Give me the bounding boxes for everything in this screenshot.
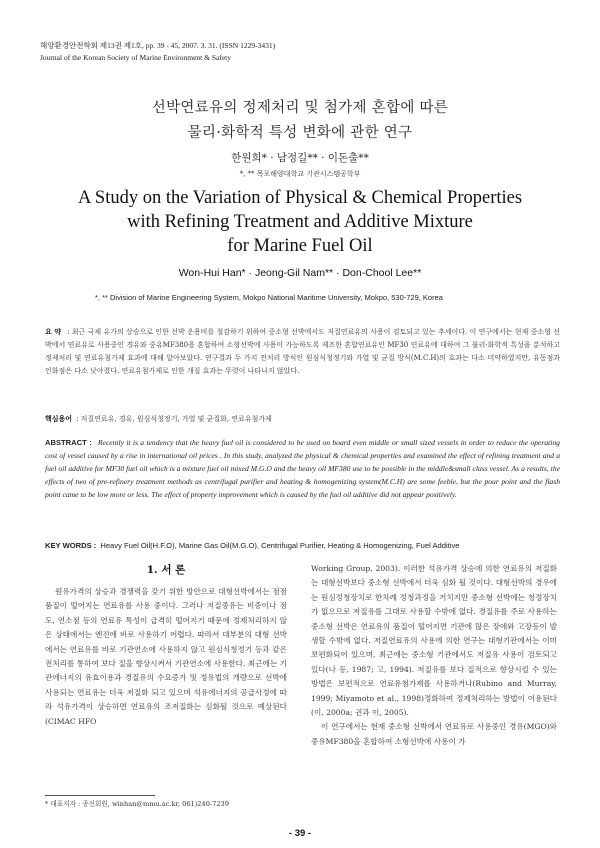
section-title: 1. 서 론 <box>146 564 186 576</box>
body-paragraph: Working Group, 2003). 이러한 석유가격 상승에 의한 연료유의 저질화는 대형선박보다 중소형 선박에서 더욱 심화 될 것이다. 대형선박의 경우에는 원심정청장치로 한차례 정청과정을 거치지만 중소형 선박에는 청정장치가 없으므로 저질유를 그대로 사용할 수밖에 없다. 경질유를 주로 사용하는 중소형 선박은 연료유의 품질이 떨어지면 기관에 많은 장애와 고장등이 발생할 수밖에 없다. 저질연료유의 사용에 의한 연구는 대형기관에서는 이미 보편화되어 있으며, 최근에는 중소형 기관에서도 저질유 사용이 검토되고 있다(나 등, 1987; 고, 1994). 저질유를 보다 질적으로 향상시킬 수 있는 방법은 보편적으로 연료유첨가제를 사용하거나(Rubino and Murray, 1999; Miyamoto et al., 1998)정화하여 정제처리하는 방법이 이용된다(이, 2000a; 권과 이, 2005). <box>311 564 557 718</box>
english-keywords-label: KEY WORDS : <box>45 541 97 550</box>
english-title-line2: with Refining Treatment and Additive Mixture <box>127 212 473 232</box>
korean-authors: 한원희* · 남정길** · 이돈출** <box>231 152 369 164</box>
journal-citation: 해양환경안전학회 제13권 제1호, pp. 39 - 45, 2007. 3. 31. (ISSN 1229-3431) <box>40 41 276 50</box>
korean-title-line2: 물리·화학적 특성 변화에 관한 연구 <box>187 125 413 141</box>
korean-abstract-text: : 최근 국제 유가의 상승으로 인한 선박 운용비를 절감하기 위하여 중소형 선박에서도 저질연료유의 사용이 검토되고 있는 추세이다. 이 연구에서는 현재 중소형 선박에서 연료유로 사용중인 경유와 중유MF380을 혼합하여 소형선박에 사용이 가능하도록 제조한 혼합연료유인 MF30 연료유에 대하여 그 물리·화학적 특성을 분석하고 정제처리 및 연료유첨가제 효과에 대해 알아보았다. 연구결과 두 가지 전처리 방식인 원심식청정기와 가열 및 균질 방식(M.C.H)의 효과는 다소 미약하였지만, 유동점과 인화점은 다소 낮아졌다. 연료유첨가제로 인한 개질 효과는 뚜렷이 나타나지 않았다. <box>45 328 560 375</box>
english-keywords <box>45 541 460 550</box>
english-title-line1: A Study on the Variation of Physical & Chemical Properties <box>77 188 523 208</box>
korean-title-line1: 선박연료유의 정제처리 및 첨가제 혼합에 따른 <box>151 100 449 116</box>
english-keywords-text: Heavy Fuel Oil(H.F.O), Marine Gas Oil(M.G.O), Centrifugal Purifier, Heating & Homogenizing, Fuel Additive <box>100 541 460 550</box>
korean-keywords-label: 핵심용어 <box>45 414 73 423</box>
journal-name: Journal of the Korean Society of Marine Environment & Safety <box>40 53 231 62</box>
korean-keywords-text: : 저질연료유, 경유, 원심식청정기, 가열 및 균질화, 연료유첨가제 <box>76 415 272 423</box>
english-affiliation: *, ** Division of Marine Engineering System, Mokpo National Maritime University, Mokpo, 530-729, Korea <box>95 293 443 302</box>
english-title-line3: for Marine Fuel Oil <box>227 236 373 256</box>
right-column <box>311 562 557 749</box>
left-column <box>45 585 287 729</box>
korean-keywords <box>45 414 272 424</box>
english-abstract-text: Recently it is a tendency that the heavy fuel oil is considered to be used on board even middle or small sized vessels in order to reduce the operating cost of vessel caused by a rise in international oil prices . In this study, analyzed the physical & chemical properties and examined the effect of refining treatment and a fuel oil additive for MF30 fuel oil which is a mixture fuel oil mixed M.G.O and the heavy oil MF380 use to be possible in the middle&small class vessel. As a results, the effects of two of pre-refinery treatment methods as centrifugal purifier and heating & homogenizing system(M.C.H) are some feeble, but the pour point and the flash point came to be low more or less. The effect of property improvement which is caused by the fuel oil additive did not appear positively. <box>45 438 560 499</box>
body-paragraph: 원유가격의 상승과 경쟁력을 갖기 위한 방안으로 대형선박에서는 점점 품질이 떨어지는 연료유를 사용 중이다. 그러나 저질중유는 비중이나 점도, 연소점 등의 연료유 특성이 급격히 떨어지기 때문에 정제처리하지 않은 상태에서는 엔진에 바로 사용하기 어렵다. 따라서 대부분의 대형 선박에서는 연료유를 바로 기관연소에 사용하지 않고 원심식청정기 등과 같은 전처리를 통하여 보다 질을 향상시켜서 기관연소에 사용한다. 최근에는 기관에너지의 유효이용과 경질유의 수요증가 및 정유법의 개량으로 선박에 사용되는 연료유는 더욱 저질화 되고 있으며 석유에너지의 공급사정에 따라 석유가격이 상승하면 연료유의 조저질화는 심화될 것으로 예상된다 (CIMAC HFO <box>45 587 287 726</box>
korean-abstract <box>45 325 560 378</box>
korean-abstract-label: 요 약 <box>45 327 62 336</box>
english-abstract-label: ABSTRACT : <box>45 438 92 447</box>
korean-affiliation: *, ** 목포해양대학교 기관시스템공학부 <box>239 170 361 178</box>
body-paragraph: 이 연구에서는 현재 중소형 선박에서 연료유로 사용중인 경유(MGO)와 중유MF380을 혼합하여 소형선박에 사용이 가 <box>311 722 557 746</box>
english-authors: Won-Hui Han* · Jeong-Gil Nam** · Don-Chool Lee** <box>178 267 422 279</box>
footnote: * 대표저자 : 종신회원, winhan@mmu.ac.kr, 061)240-7239 <box>45 800 229 808</box>
english-abstract <box>45 436 560 501</box>
journal-header <box>40 40 275 64</box>
footnote-divider <box>45 795 155 796</box>
page-number: - 39 - <box>288 828 312 839</box>
